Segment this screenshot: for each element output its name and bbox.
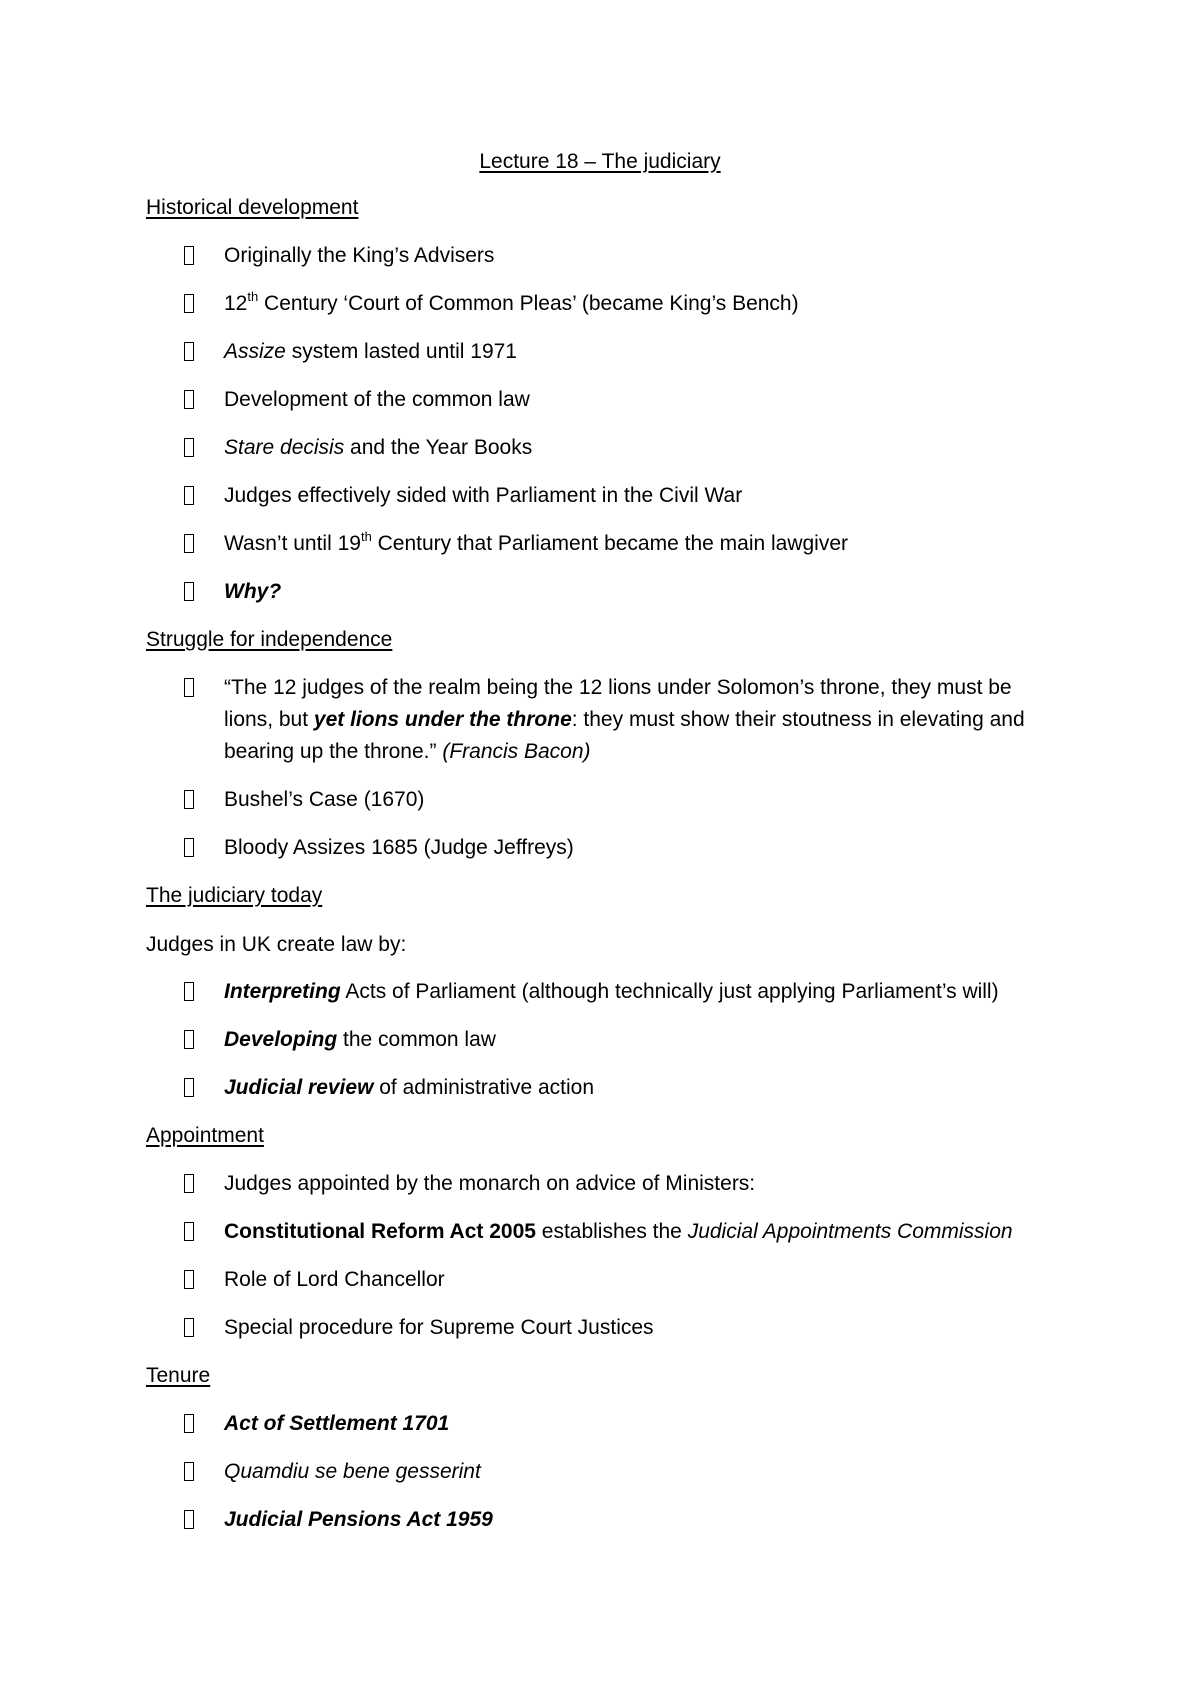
bullet-icon: [184, 438, 194, 457]
list-item-text: Quamdiu se bene gesserint: [224, 1460, 481, 1483]
bullet-icon: [184, 1318, 194, 1337]
list-item: [184, 336, 1084, 368]
section-heading-appointment: Appointment: [146, 1124, 264, 1147]
list-item: [184, 1504, 1084, 1536]
list-item: [184, 528, 1084, 560]
list-item: [184, 240, 1084, 272]
list-item: [184, 784, 1084, 816]
list-item: [184, 1072, 1084, 1104]
list-item: [184, 1408, 1084, 1440]
list-item-text: Stare decisis and the Year Books: [224, 436, 533, 459]
bullet-icon: [184, 390, 194, 409]
list-item: [184, 976, 1084, 1008]
list-item-quote: [184, 672, 1084, 768]
list-item-text: Special procedure for Supreme Court Justices: [224, 1316, 654, 1339]
list-item-text: Bloody Assizes 1685 (Judge Jeffreys): [224, 836, 574, 859]
list-item: [184, 384, 1084, 416]
list-item-text: “The 12 judges of the realm being the 12 lions under Solomon’s throne, they must be lions, but yet lions under the throne: they must show their stoutness in elevating and bearing up the throne.” (Francis Bacon): [224, 676, 1025, 763]
list-item: [184, 1264, 1084, 1296]
page-title: [0, 147, 1200, 177]
list-item-text: Constitutional Reform Act 2005 establishes the Judicial Appointments Commission: [224, 1220, 1013, 1243]
list-item: [184, 1456, 1084, 1488]
list-item-text: Bushel’s Case (1670): [224, 788, 425, 811]
bullet-icon: [184, 1174, 194, 1193]
bullet-icon: [184, 838, 194, 857]
list-item-text: Role of Lord Chancellor: [224, 1268, 445, 1291]
bullet-icon: [184, 982, 194, 1001]
list-item-text: Wasn’t until 19th Century that Parliament became the main lawgiver: [224, 529, 849, 555]
bullet-icon: [184, 294, 194, 313]
list-item-text: Developing the common law: [224, 1028, 496, 1051]
bullet-icon: [184, 1030, 194, 1049]
list-item-text: Judicial review of administrative action: [224, 1076, 595, 1099]
list-item-text: Development of the common law: [224, 388, 530, 411]
list-item-text: Why?: [224, 580, 282, 603]
list-item-text: Assize system lasted until 1971: [224, 340, 517, 363]
list-item-text: 12th Century ‘Court of Common Pleas’ (became King’s Bench): [224, 289, 799, 315]
bullet-icon: [184, 1222, 194, 1241]
section-heading-tenure: Tenure: [146, 1364, 211, 1387]
bullet-icon: [184, 678, 194, 697]
bullet-icon: [184, 1270, 194, 1289]
bullet-icon: [184, 582, 194, 601]
list-item: [184, 1024, 1084, 1056]
list-item-text: Originally the King’s Advisers: [224, 244, 495, 267]
list-item: [184, 288, 1084, 320]
list-item-text: Judicial Pensions Act 1959: [224, 1508, 493, 1531]
page-title-text: Lecture 18 – The judiciary: [479, 150, 721, 173]
bullet-icon: [184, 790, 194, 809]
bullet-icon: [184, 1414, 194, 1433]
list-item: [184, 1312, 1084, 1344]
list-item: [184, 1216, 1084, 1248]
list-item-text: Act of Settlement 1701: [224, 1412, 450, 1435]
bullet-icon: [184, 1078, 194, 1097]
list-item-text: Judges effectively sided with Parliament in the Civil War: [224, 484, 743, 507]
bullet-icon: [184, 1462, 194, 1481]
section-heading-historical-development: Historical development: [146, 196, 359, 219]
section-heading-judiciary-today: The judiciary today: [146, 884, 323, 907]
bullet-icon: [184, 342, 194, 361]
bullet-icon: [184, 486, 194, 505]
list-item: [184, 576, 1084, 608]
list-item: [184, 432, 1084, 464]
bullet-icon: [184, 534, 194, 553]
list-item: [184, 480, 1084, 512]
list-item-text: Judges appointed by the monarch on advice of Ministers:: [224, 1172, 756, 1195]
bullet-icon: [184, 1510, 194, 1529]
section-heading-struggle-for-independence: Struggle for independence: [146, 628, 393, 651]
list-item-text: Interpreting Acts of Parliament (although technically just applying Parliament’s will): [224, 980, 999, 1003]
list-item: [184, 1168, 1084, 1200]
list-item: [184, 832, 1084, 864]
bullet-icon: [184, 246, 194, 265]
intro-text: Judges in UK create law by:: [146, 933, 407, 956]
